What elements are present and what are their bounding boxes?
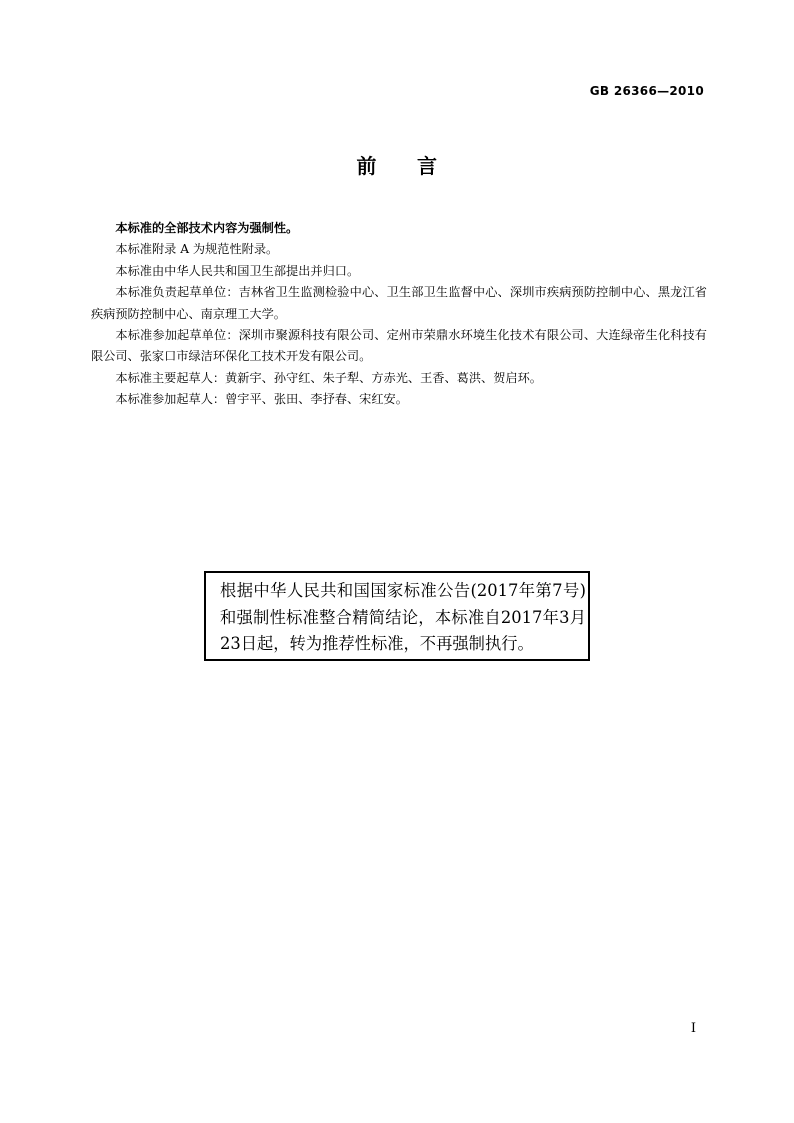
foreword-body xyxy=(91,218,707,411)
paragraph-proposer: 本标准由中华人民共和国卫生部提出并归口。 xyxy=(115,263,360,278)
title-char-1: 前 xyxy=(356,154,377,178)
page-number: I xyxy=(690,1021,696,1036)
notice-box xyxy=(204,571,590,661)
paragraph-mandatory: 本标准的全部技术内容为强制性。 xyxy=(115,221,299,235)
standard-number: GB 26366—2010 xyxy=(589,84,704,98)
paragraph-participating-drafters: 本标准参加起草人：曾宇平、张田、李抒春、宋红安。 xyxy=(115,392,408,407)
notice-text: 根据中华人民共和国国家标准公告(2017年第7号)和强制性标准整合精简结论，本标准自2017年3月23日起，转为推荐性标准，不再强制执行。 xyxy=(220,581,586,653)
paragraph-main-drafters: 本标准主要起草人：黄新宇、孙守红、朱子犁、方赤光、王香、葛洪、贺启环。 xyxy=(115,370,542,385)
page-title xyxy=(0,150,794,179)
paragraph-drafting-units: 本标准负责起草单位：吉林省卫生监测检验中心、卫生部卫生监督中心、深圳市疾病预防控制中心、黑龙江省疾病预防控制中心、南京理工大学。 xyxy=(91,285,707,321)
paragraph-participating-units: 本标准参加起草单位：深圳市聚源科技有限公司、定州市荣鼎水环境生化技术有限公司、大连绿帝生化科技有限公司、张家口市绿洁环保化工技术开发有限公司。 xyxy=(91,328,707,364)
paragraph-annex: 本标准附录 A 为规范性附录。 xyxy=(115,242,279,257)
title-char-2: 言 xyxy=(417,154,438,178)
